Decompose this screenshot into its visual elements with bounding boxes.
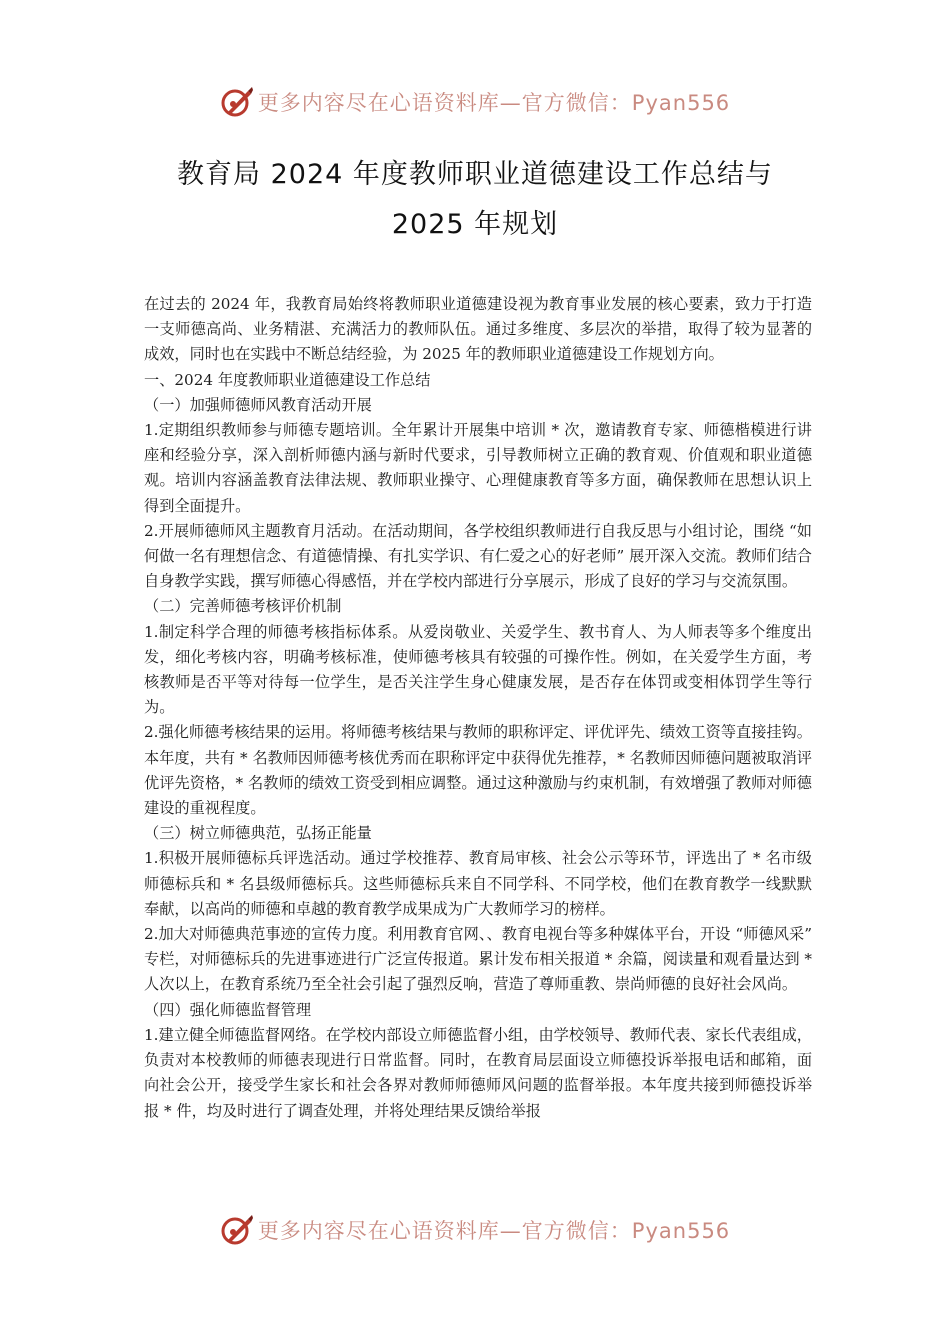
title-line-1: 教育局 2024 年度教师职业道德建设工作总结与 [177,159,773,190]
paragraph: 2.强化师德考核结果的运用。将师德考核结果与教师的职称评定、评优评先、绩效工资等直接挂钩。本年度，共有 * 名教师因师德考核优秀而在职称评定中获得优先推荐，* 名教师因师德问题被取消评优评先资格，* 名教师的绩效工资受到相应调整。通过这种激励与约束机制，有效增强了教师对师德建设的重视程度。 [144,723,812,818]
paragraph: 1.制定科学合理的师德考核指标体系。从爱岗敬业、关爱学生、教书育人、为人师表等多个维度出发，细化考核内容，明确考核标准，使师德考核具有较强的可操作性。例如，在关爱学生方面，考核教师是否平等对待每一位学生，是否关注学生身心健康发展，是否存在体罚或变相体罚学生等行为。 [144,622,812,717]
subsection-heading-3: （三）树立师德典范，弘扬正能量 [144,824,372,843]
section-heading-1: 一、2024 年度教师职业道德建设工作总结 [144,370,431,389]
subsection-heading-2: （二）完善师德考核评价机制 [144,597,342,616]
paragraph: 1.积极开展师德标兵评选活动。通过学校推荐、教育局审核、社会公示等环节，评选出了 * 名市级师德标兵和 * 名县级师德标兵。这些师德标兵来自不同学科、不同学校，他们在教育教学一线默默奉献，以高尚的师德和卓越的教育教学成果成为广大教师学习的榜样。 [144,849,812,918]
watermark-text: 更多内容尽在心语资料库—官方微信：Pyan556 [257,91,731,115]
watermark-banner-bottom [0,1210,950,1250]
paragraph: 1.建立健全师德监督网络。在学校内部设立师德监督小组，由学校领导、教师代表、家长代表组成，负责对本校教师的师德表现进行日常监督。同时，在教育局层面设立师德投诉举报电话和邮箱，面向社会公开，接受学生家长和社会各界对教师师德师风问题的监督举报。本年度共接到师德投诉举报 * 件，均及时进行了调查处理，并将处理结果反馈给举报 [144,1025,812,1120]
paragraph: 1.定期组织教师参与师德专题培训。全年累计开展集中培训 * 次，邀请教育专家、师德楷模进行讲座和经验分享，深入剖析师德内涵与新时代要求，引导教师树立正确的教育观、价值观和职业道德观。培训内容涵盖教育法律法规、教师职业操守、心理健康教育等多方面，确保教师在思想认识上得到全面提升。 [144,421,812,515]
pen-logo-icon [220,1213,254,1247]
paragraph: 2.加大对师德典范事迹的宣传力度。利用教育官网、、教育电视台等多种媒体平台，开设 “师德风采” 专栏，对师德标兵的先进事迹进行广泛宣传报道。累计发布相关报道 * 余篇，阅读量和观看量达到 * 人次以上，在教育系统乃至全社会引起了强烈反响，营造了尊师重教、崇尚师德的良好社会风尚。 [144,925,812,994]
paragraph-intro: 在过去的 2024 年，我教育局始终将教师职业道德建设视为教育事业发展的核心要素，致力于打造一支师德高尚、业务精湛、充满活力的教师队伍。通过多维度、多层次的举措，取得了较为显著的成效，同时也在实践中不断总结经验，为 2025 年的教师职业道德建设工作规划方向。 [144,295,812,364]
subsection-heading-4: （四）强化师德监督管理 [144,1000,312,1019]
paragraph: 2.开展师德师风主题教育月活动。在活动期间，各学校组织教师进行自我反思与小组讨论，围绕 “如何做一名有理想信念、有道德情操、有扎实学识、有仁爱之心的好老师” 展开深入交流。教师们结合自身教学实践，撰写师德心得感悟，并在学校内部进行分享展示，形成了良好的学习与交流氛围。 [144,521,812,591]
document-body [144,292,812,1124]
watermark-text: 更多内容尽在心语资料库—官方微信：Pyan556 [257,1219,731,1243]
page-title [100,150,850,250]
title-line-2: 2025 年规划 [391,209,559,240]
watermark-banner-top [0,82,950,122]
pen-logo-icon [220,85,254,119]
subsection-heading-1: （一）加强师德师风教育活动开展 [144,395,372,414]
